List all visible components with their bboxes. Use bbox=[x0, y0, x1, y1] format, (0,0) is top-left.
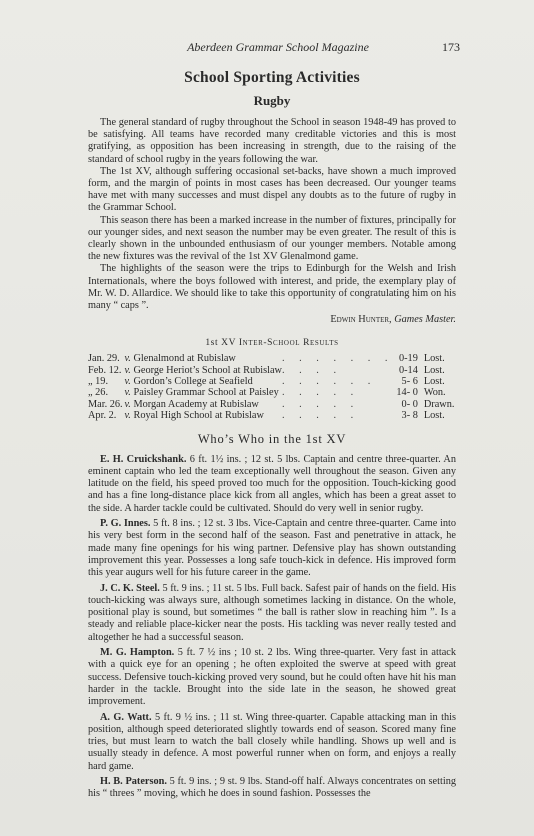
match-date: Apr. 2. bbox=[88, 410, 117, 422]
leader-dots: . . . . . bbox=[282, 387, 360, 399]
player-description: 5 ft. 9 ins. ; 11 st. 5 lbs. Full back. Safest pair of hands on the field. His touch-kicking was always sure, although sometimes lacking in distance. On the whole, positional play is sound, but sometimes “ the ball is rather slow in reaching him ”. Is a steady and reliable place-kicker near the posts. His tackling was never really tested and altogether he had a successful season. bbox=[88, 582, 456, 643]
match-date: „ 19. bbox=[88, 376, 109, 388]
match-score: 0- 0 bbox=[401, 398, 418, 410]
article-body bbox=[88, 117, 456, 312]
player-entry bbox=[88, 518, 456, 579]
player-list bbox=[88, 454, 456, 801]
match-date: „ 26. bbox=[88, 387, 109, 399]
leader-dots: . . . . . bbox=[282, 410, 360, 422]
player-entry bbox=[88, 583, 456, 644]
signature-name: Edwin Hunter, bbox=[330, 314, 392, 326]
page-number: 173 bbox=[442, 40, 460, 54]
article-title: School Sporting Activities bbox=[184, 69, 360, 86]
leader-dots: . . . . . . . bbox=[282, 353, 394, 365]
results-table bbox=[88, 353, 456, 421]
match-opponent: v. George Heriot’s School at Rubislaw bbox=[124, 364, 282, 376]
signature bbox=[88, 314, 456, 325]
match-date: Feb. 12. bbox=[88, 364, 122, 376]
results-heading-text: Inter-School Results bbox=[238, 338, 339, 349]
player-name: E. H. Cruickshank. bbox=[100, 453, 187, 465]
player-description: 5 ft. 9 ½ ins. ; 11 st. Wing three-quarter. Capable attacking man in this position, although speed deteriorated slightly towards end of season. Scored many fine tries, but must learn to watch the ball closely while handling. Shows up well and is usually steady in defence. A most powerful runner when on form, and enjoys a really hard game. bbox=[88, 711, 456, 772]
player-entry bbox=[88, 647, 456, 708]
player-name: P. G. Innes. bbox=[100, 518, 151, 530]
match-result: Lost. bbox=[423, 353, 445, 365]
player-description: 6 ft. 1½ ins. ; 12 st. 5 lbs. Captain and centre three-quarter. An eminent captain who led the team exceptionally well throughout the season. Given any latitude on the field, his speed proved too much for the opposition. Touch-kicking good and has a fine long-distance place kick from all angles, which has been a great asset to the side. A harder tackle could be cultivated. Should do very well in senior rugby. bbox=[88, 453, 456, 514]
player-description: 5 ft. 7 ½ ins ; 10 st. 2 lbs. Wing three-quarter. Very fast in attack with a quick eye for an opening ; he often exploited the swerve at speed with great success. Defensive touch-kicking proved very sound, but he could often have hit his man harder in the tackle. Brought into the side late in the season, he showed great improvement. bbox=[88, 647, 457, 708]
match-score: 0-19 bbox=[398, 353, 418, 365]
match-score: 3- 8 bbox=[401, 410, 418, 422]
player-name: H. B. Paterson. bbox=[100, 776, 167, 788]
paragraph: The highlights of the season were the trips to Edinburgh for the Welsh and Irish Internationals, where the boys followed with interest, and pride, the exemplary play of Mr. W. D. Allardice. We should like to take this opportunity of congratulating him on his many “ caps ”. bbox=[88, 263, 456, 312]
table-row bbox=[88, 376, 456, 387]
match-score: 5- 6 bbox=[401, 376, 418, 388]
match-opponent: v. Glenalmond at Rubislaw bbox=[124, 353, 236, 365]
paragraph: The 1st XV, although suffering occasional set-backs, have shown a much improved form, and the margin of points in most cases has been decreased. Our younger teams have met with many successes and must dispel any doubts as to the future of rugby in the Grammar School. bbox=[88, 165, 456, 214]
leader-dots: . . . . . bbox=[282, 398, 360, 410]
match-opponent: v. Royal High School at Rubislaw bbox=[124, 410, 264, 422]
whos-who-heading: Who’s Who in the 1st XV bbox=[197, 431, 347, 446]
running-header bbox=[88, 40, 460, 55]
leader-dots: . . . . bbox=[282, 364, 343, 376]
match-opponent: v. Gordon’s College at Seafield bbox=[124, 376, 253, 388]
table-row bbox=[88, 353, 456, 364]
player-name: J. C. K. Steel. bbox=[100, 582, 160, 594]
article-subtitle: Rugby bbox=[253, 93, 291, 108]
results-heading-prefix: 1st XV bbox=[205, 338, 236, 349]
match-result: Won. bbox=[423, 387, 446, 399]
table-row bbox=[88, 387, 456, 398]
player-entry bbox=[88, 712, 456, 773]
player-entry bbox=[88, 454, 456, 515]
paragraph: The general standard of rugby throughout the School in season 1948-49 has proved to be satisfying. All teams have recorded many creditable victories and this is most gratifying, as opposition has been increasing in strength, due to the raising of the standard of school rugby in the years following the war. bbox=[88, 117, 456, 165]
table-row bbox=[88, 410, 456, 421]
match-result: Lost. bbox=[423, 364, 445, 376]
player-description: 5 ft. 8 ins. ; 12 st. 3 lbs. Vice-Captain and centre three-quarter. Came into his very best form in the second half of the season. Fast and penetrative in attack, he made many fine openings for his wing partner. Defensive play has shown outstanding improvement this year. Possesses a long safe touch-kick in defence. His improved form this year augurs well for his future career in the game. bbox=[88, 518, 456, 579]
match-opponent: v. Paisley Grammar School at Paisley bbox=[124, 387, 279, 399]
match-result: Lost. bbox=[423, 376, 445, 388]
match-date: Jan. 29. bbox=[88, 353, 120, 365]
results-heading bbox=[88, 338, 456, 348]
player-description: 5 ft. 9 ins. ; 9 st. 9 lbs. Stand-off half. Always concentrates on setting his “ threes ” moving, which he does in sound fashion. Possesses the bbox=[88, 776, 456, 800]
signature-role: Games Master. bbox=[394, 314, 456, 326]
leader-dots: . . . . . . bbox=[282, 376, 377, 388]
match-score: 14- 0 bbox=[396, 387, 418, 399]
paragraph: This season there has been a marked increase in the number of fixtures, principally for our younger sides, and next season the number may be even greater. The result of this is clearly shown in the unbounded enthusiasm of our younger members. Notable among the new fixtures was the revival of the 1st XV Glenalmond game. bbox=[88, 214, 456, 263]
match-date: Mar. 26. bbox=[88, 398, 123, 410]
match-opponent: v. Morgan Academy at Rubislaw bbox=[124, 398, 259, 410]
player-entry bbox=[88, 776, 456, 800]
table-row bbox=[88, 365, 456, 376]
running-title: Aberdeen Grammar School Magazine bbox=[187, 40, 369, 54]
player-name: M. G. Hampton. bbox=[100, 647, 175, 659]
match-result: Lost. bbox=[423, 410, 445, 422]
match-score: 0-14 bbox=[398, 364, 418, 376]
match-result: Drawn. bbox=[423, 398, 455, 410]
table-row bbox=[88, 399, 456, 410]
player-name: A. G. Watt. bbox=[100, 711, 152, 723]
